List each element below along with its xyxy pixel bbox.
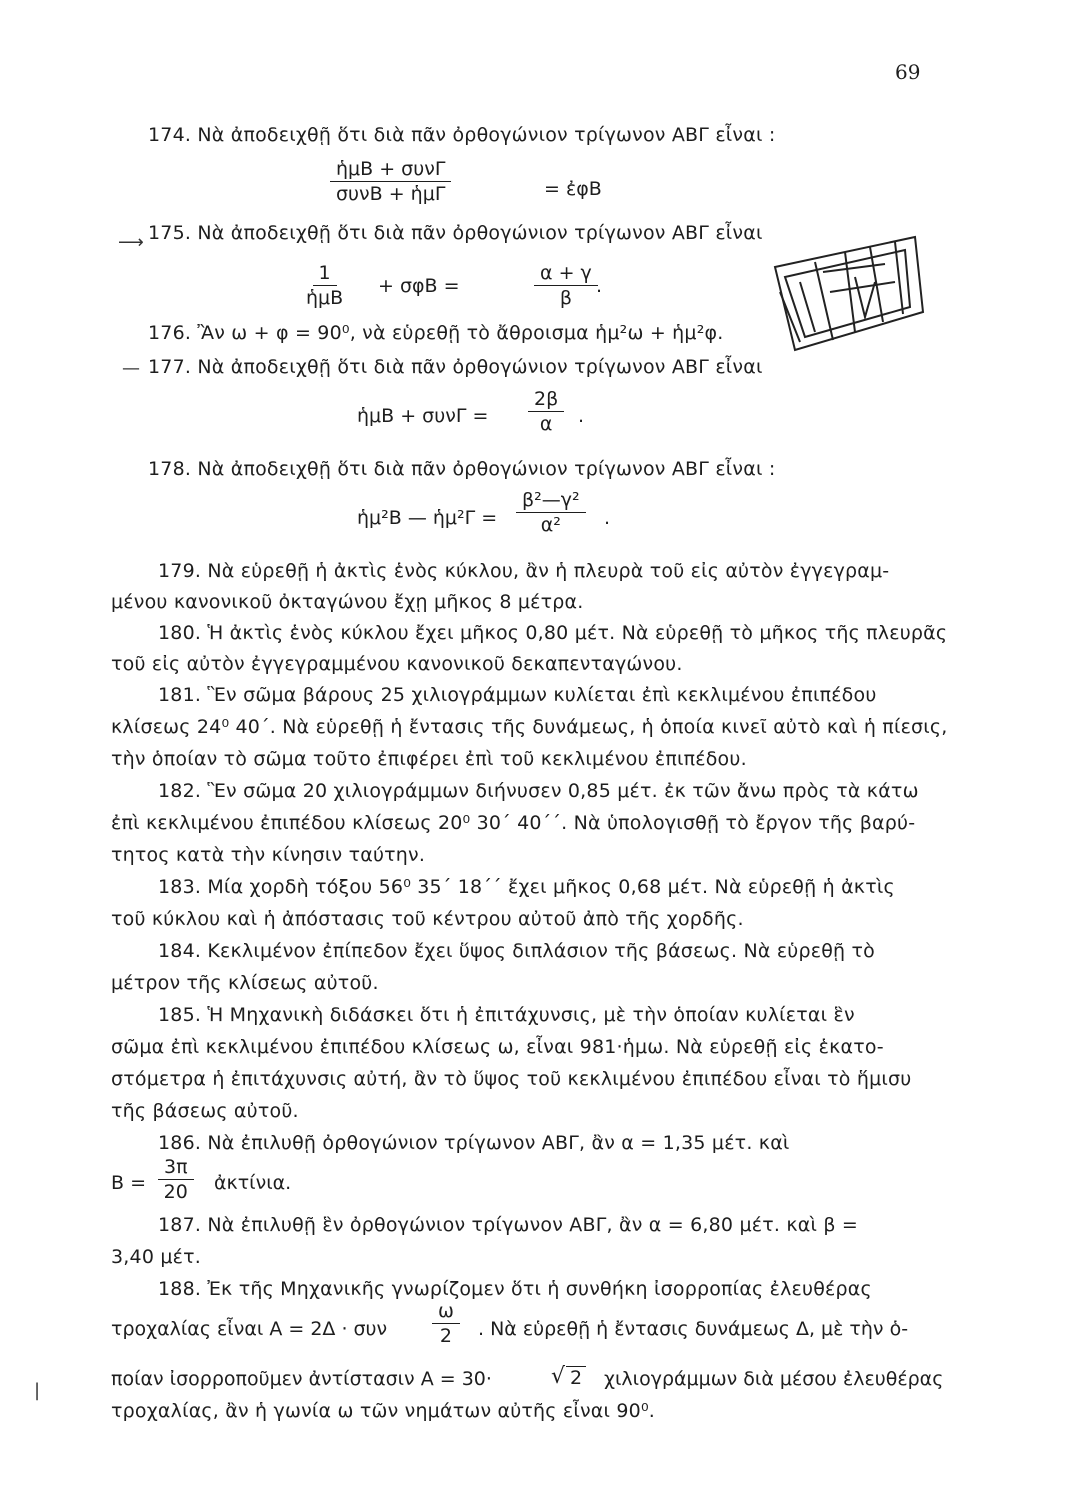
text-line: 187. Νὰ ἐπιλυθῇ ἓν ὀρθογώνιον τρίγωνον ΑΒΓ, ἂν α = 6,80 μέτ. καὶ β = [158,1214,859,1236]
text-line: ἐπὶ κεκλιμένου ἐπιπέδου κλίσεως 20⁰ 30΄ 40΄΄. Νὰ ὑπολογισθῇ τὸ ἔργον τῆς βαρύ- [111,812,916,834]
formula-175-fraction-2 [534,262,598,309]
text-line: 185. Ἡ Μηχανικὴ διδάσκει ὅτι ἡ ἐπιτάχυνσις, μὲ τὴν ὁποίαν κυλίεται ἓν [158,1004,855,1026]
text-line: 188. Ἐκ τῆς Μηχανικῆς γνωρίζομεν ὅτι ἡ συνθήκη ἰσορροπίας ἐλευθέρας [158,1278,872,1300]
formula-188-post: . Νὰ εὑρεθῇ ἡ ἔντασις δυνάμεως Δ, μὲ τὴν ὁ- [478,1318,909,1340]
problem-176: 176. Ἂν ω + φ = 90⁰, νὰ εὑρεθῇ τὸ ἄθροισμα ἡμ²ω + ἡμ²φ. [148,322,724,344]
margin-tick-mark: | [34,1380,41,1401]
problem-175: 175. Νὰ ἀποδειχθῇ ὅτι διὰ πᾶν ὀρθογώνιον τρίγωνον ΑΒΓ εἶναι [148,222,763,244]
formula-178-lhs: ἡμ²Β — ἡμ²Γ = [357,507,498,529]
text-line: 180. Ἡ ἀκτὶς ἑνὸς κύκλου ἔχει μῆκος 0,80 μέτ. Νὰ εὑρεθῇ τὸ μῆκος τῆς πλευρᾶς [158,622,948,644]
formula-188-line2-pre: ποίαν ἰσορροποῦμεν ἀντίστασιν Α = 30· [111,1368,492,1390]
formula-denominator: 2 [439,1325,452,1347]
formula-denominator: 20 [163,1181,188,1203]
formula-188-pre: τροχαλίας εἶναι Α = 2Δ · συν [111,1318,388,1340]
text-line: τροχαλίας, ἂν ἡ γωνία ω τῶν νημάτων αὐτῆς εἶναι 90⁰. [111,1400,656,1422]
pencil-sketch [755,222,930,362]
formula-188-fraction [432,1300,460,1347]
formula-numerator: α + γ [534,262,598,286]
formula-denominator: α² [540,514,561,536]
page-number: 69 [895,60,921,84]
formula-denominator: συνΒ + ἡμΓ [336,183,446,205]
problem-178: 178. Νὰ ἀποδειχθῇ ὅτι διὰ πᾶν ὀρθογώνιον τρίγωνον ΑΒΓ εἶναι : [148,458,776,480]
margin-arrow-mark: ⟶ [118,232,144,253]
text-line: κλίσεως 24⁰ 40΄. Νὰ εὑρεθῇ ἡ ἔντασις τῆς δυνάμεως, ἡ ὁποία κινεῖ αὐτὸ καὶ ἡ πίεσις, [111,716,948,738]
text-line: 186. Νὰ ἐπιλυθῇ ὀρθογώνιον τρίγωνον ΑΒΓ, ἂν α = 1,35 μέτ. καὶ [158,1132,790,1154]
formula-174-fraction [330,158,451,205]
formula-175-fraction-1 [306,262,343,309]
formula-numerator: ω [432,1300,460,1324]
text-line: 183. Μία χορδὴ τόξου 56⁰ 35΄ 18΄΄ ἔχει μῆκος 0,68 μέτ. Νὰ εὑρεθῇ ἡ ἀκτὶς [158,876,895,898]
problem-174: 174. Νὰ ἀποδειχθῇ ὅτι διὰ πᾶν ὀρθογώνιον τρίγωνον ΑΒΓ εἶναι : [148,124,776,146]
formula-denominator: β [559,287,572,309]
sqrt-icon: √ [551,1364,566,1389]
problem-177: 177. Νὰ ἀποδειχθῇ ὅτι διὰ πᾶν ὀρθογώνιον τρίγωνον ΑΒΓ εἶναι [148,356,763,378]
formula-numerator: ἡμΒ + συνΓ [330,158,451,182]
text-line: 181. Ἓν σῶμα βάρους 25 χιλιογράμμων κυλίεται ἐπὶ κεκλιμένου ἐπιπέδου [158,684,877,706]
text-line: μένου κανονικοῦ ὀκταγώνου ἔχῃ μῆκος 8 μέτρα. [111,591,584,613]
text-line: τοῦ κύκλου καὶ ἡ ἀπόστασις τοῦ κέντρου αὐτοῦ ἀπὸ τῆς χορδῆς. [111,908,744,930]
text-line: 184. Κεκλιμένον ἐπίπεδον ἔχει ὕψος διπλάσιον τῆς βάσεως. Νὰ εὑρεθῇ τὸ [158,940,875,962]
formula-186-fraction [158,1156,194,1203]
formula-178-fraction [516,489,586,536]
text-line: στόμετρα ἡ ἐπιτάχυνσις αὐτή, ἂν τὸ ὕψος τοῦ κεκλιμένου ἐπιπέδου εἶναι τὸ ἥμισυ [111,1068,912,1090]
formula-177-fraction [528,388,564,435]
formula-numerator: 1 [313,262,337,286]
text-line: τὴν ὁποίαν τὸ σῶμα τοῦτο ἐπιφέρει ἐπὶ τοῦ κεκλιμένου ἐπιπέδου. [111,748,747,770]
formula-186-post: ἀκτίνια. [214,1172,292,1194]
margin-dash-mark: — [122,358,140,379]
text-line: 182. Ἓν σῶμα 20 χιλιογράμμων διήνυσεν 0,85 μέτ. ἐκ τῶν ἄνω πρὸς τὰ κάτω [158,780,919,802]
formula-numerator: 2β [528,388,564,412]
formula-denominator: ἡμΒ [306,287,344,309]
formula-177-end: . [578,405,585,427]
text-line: μέτρον τῆς κλίσεως αὐτοῦ. [111,972,379,994]
formula-177-lhs: ἡμΒ + συνΓ = [357,405,489,427]
formula-numerator: 3π [158,1156,194,1180]
formula-numerator: β²—γ² [516,489,586,513]
formula-175-mid: + σφΒ = [378,275,460,297]
formula-174-rhs: = ἐφΒ [544,178,602,200]
formula-188-line2-post: χιλιογράμμων διὰ μέσου ἐλευθέρας [604,1368,944,1390]
text-line: 179. Νὰ εὑρεθῇ ἡ ἀκτὶς ἑνὸς κύκλου, ἂν ἡ πλευρὰ τοῦ εἰς αὐτὸν ἐγγεγραμ- [158,560,890,582]
text-line: τητος κατὰ τὴν κίνησιν ταύτην. [111,844,426,866]
text-line: τῆς βάσεως αὐτοῦ. [111,1100,299,1122]
formula-denominator: α [539,413,553,435]
formula-186-pre: Β = [111,1172,146,1194]
formula-178-end: . [604,507,611,529]
text-line: τοῦ εἰς αὐτὸν ἐγγεγραμμένου κανονικοῦ δεκαπενταγώνου. [111,653,683,675]
text-line: σῶμα ἐπὶ κεκλιμένου ἐπιπέδου κλίσεως ω, εἶναι 981·ἡμω. Νὰ εὑρεθῇ εἰς ἑκατο- [111,1036,884,1058]
text-line: 3,40 μέτ. [111,1246,201,1268]
sqrt-radicand: 2 [566,1366,586,1389]
formula-175-end: . [596,275,603,297]
